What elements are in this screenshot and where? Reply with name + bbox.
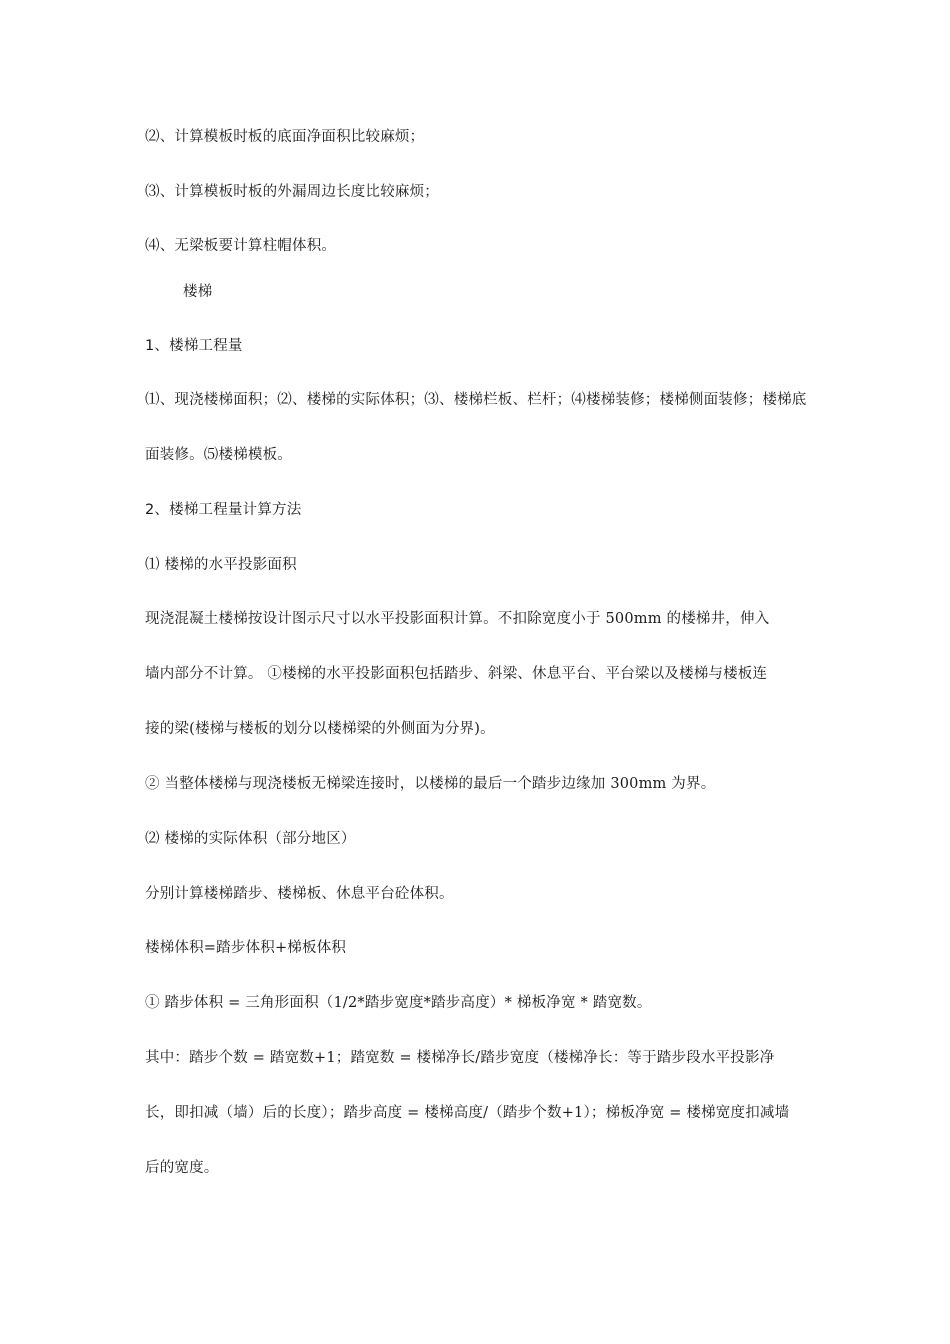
subheading-calculation-method: 2、楼梯工程量计算方法 <box>145 502 302 518</box>
text-line-13: ② 当整体楼梯与现浇楼板无梯梁连接时，以楼梯的最后一个踏步边缘加 300mm 为界。 <box>145 776 716 792</box>
text-line-20: 后的宽度。 <box>145 1160 219 1176</box>
text-line-16: 楼梯体积=踏步体积+梯板体积 <box>145 940 347 956</box>
text-line-18: 其中：踏步个数 = 踏宽数+1；踏宽数 = 楼梯净长/踏步宽度（楼梯净长：等于踏步段水平投影净 <box>145 1050 775 1066</box>
text-line-14: ⑵ 楼梯的实际体积（部分地区） <box>145 831 356 847</box>
text-line-19: 长，即扣减（墙）后的长度）；踏步高度 = 楼梯高度/（踏步个数+1）；梯板净宽 = 楼梯宽度扣减墙 <box>145 1105 790 1121</box>
text-line-10: 现浇混凝土楼梯按设计图示尺寸以水平投影面积计算。不扣除宽度小于 500mm 的楼梯井，伸入 <box>145 611 770 627</box>
text-line-6: ⑴、现浇楼梯面积；⑵、楼梯的实际体积；⑶、楼梯栏板、栏杆；⑷楼梯装修；楼梯侧面装修；楼梯底 <box>145 392 807 408</box>
text-line-12: 接的梁(楼梯与楼板的划分以楼梯梁的外侧面为分界)。 <box>145 721 495 737</box>
text-line-7: 面装修。⑸楼梯模板。 <box>145 447 292 463</box>
text-line-17: ① 踏步体积 = 三角形面积（1/2*踏步宽度*踏步高度）* 梯板净宽 * 踏宽数。 <box>145 995 652 1011</box>
text-line-3: ⑷、无梁板要计算柱帽体积。 <box>145 238 337 254</box>
text-line-15: 分别计算楼梯踏步、楼梯板、休息平台砼体积。 <box>145 886 454 902</box>
text-line-1: ⑵、计算模板时板的底面净面积比较麻烦； <box>145 129 425 145</box>
subheading-stair-quantities: 1、楼梯工程量 <box>145 338 243 354</box>
text-line-9: ⑴ 楼梯的水平投影面积 <box>145 557 297 573</box>
text-line-11: 墙内部分不计算。 ①楼梯的水平投影面积包括踏步、斜梁、休息平台、平台梁以及楼梯与楼板连 <box>145 666 768 682</box>
text-line-2: ⑶、计算模板时板的外漏周边长度比较麻烦； <box>145 184 439 200</box>
section-heading-stairs: 楼梯 <box>183 284 213 300</box>
